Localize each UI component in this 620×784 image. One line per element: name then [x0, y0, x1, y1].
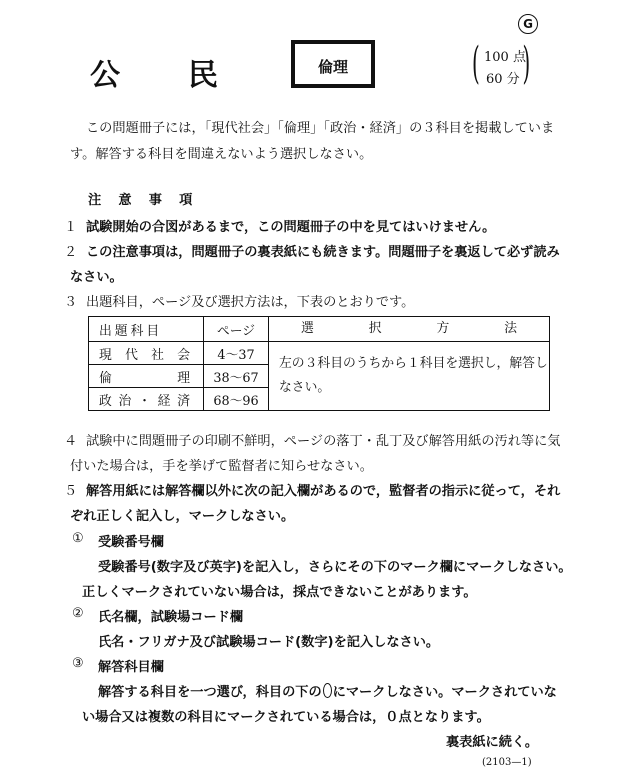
sub-3-line-1: 解答する科目を一つ選び，科目の下の にマークしなさい。マークされていな: [98, 685, 557, 700]
note-5-text-2: ぞれ正しく記入し，マークしなさい。: [70, 509, 295, 524]
sub-2-line-1: 氏名・フリガナ及び試験場コード(数字)を記入しなさい。: [98, 635, 440, 650]
notes-heading: 注 意 事 項: [88, 193, 195, 208]
note-1-text: 試験開始の合図があるまで，この問題冊子の中を見てはいけません。: [86, 220, 496, 235]
note-1-number: １: [64, 220, 78, 235]
row-3-subject: 政 治 ・ 経 済: [89, 388, 204, 411]
header-method: 選 択 方 法: [269, 317, 550, 342]
sub-1-title: 受験番号欄: [98, 535, 164, 550]
intro-line-1: この問題冊子には，「現代社会」「倫理」「政治・経済」の３科目を掲載していま: [86, 121, 555, 136]
sub-3-mark: ③: [72, 656, 84, 671]
method-text: 左の３科目のうちから１科目を選択し，解答しなさい。: [279, 356, 548, 395]
note-5-text-1: 解答用紙には解答欄以外に次の記入欄があるので，監督者の指示に従って，それ: [86, 484, 561, 499]
note-2-text-2: なさい。: [70, 270, 123, 285]
sub-1-line-1: 受験番号(数字及び英字)を記入し，さらにその下のマーク欄にマークしなさい。: [98, 560, 572, 575]
subject-char-2: 民: [188, 58, 220, 93]
row-1-pages: 4〜37: [204, 342, 269, 365]
score-points: 100 点: [484, 50, 526, 65]
row-1-subject: 現 代 社 会: [89, 342, 204, 365]
paren-left: (: [472, 38, 480, 89]
sub-3-line-2: い場合又は複数の科目にマークされている場合は，０点となります。: [82, 710, 490, 725]
subject-table: [88, 316, 550, 411]
score-time-block: [472, 38, 530, 90]
note-3-number: ３: [64, 295, 78, 310]
note-4-text-2: 付いた場合は，手を挙げて監督者に知らせなさい。: [70, 459, 373, 474]
continued-note: 裏表紙に続く。: [446, 735, 539, 750]
score-minutes: 60 分: [486, 72, 520, 87]
note-2-text-1: この注意事項は，問題冊子の裏表紙にも続きます。問題冊子を裏返して必ず読み: [86, 245, 560, 260]
sub-1-line-2: 正しくマークされていない場合は，採点できないことがあります。: [82, 585, 477, 600]
intro-line-2: す。解答する科目を間違えないよう選択しなさい。: [70, 147, 373, 162]
note-4-number: ４: [64, 434, 78, 449]
note-4-text-1: 試験中に問題冊子の印刷不鮮明，ページの落丁・乱丁及び解答用紙の汚れ等に気: [86, 434, 561, 449]
note-2-number: ２: [64, 245, 78, 260]
header-page: ページ: [204, 317, 269, 342]
page-code: (2103—1): [482, 757, 532, 768]
sub-2-title: 氏名欄，試験場コード欄: [98, 610, 244, 625]
sub-3-title: 解答科目欄: [98, 660, 164, 675]
subject-box-label: 倫理: [317, 58, 348, 76]
row-2-subject: 倫 理: [89, 365, 204, 388]
table-header-row: [89, 317, 550, 342]
note-3-text: 出題科目，ページ及び選択方法は，下表のとおりです。: [86, 295, 415, 310]
mark-oval-icon: [323, 683, 332, 698]
method-cell: [269, 342, 550, 411]
subject-char-1: 公: [90, 58, 122, 93]
sub-1-mark: ①: [72, 531, 84, 546]
row-3-pages: 68〜96: [204, 388, 269, 411]
subject-title: [90, 50, 220, 94]
row-2-pages: 38〜67: [204, 365, 269, 388]
paren-right: ): [522, 38, 530, 89]
header-subject: 出題科目: [89, 317, 204, 342]
note-5-number: ５: [64, 484, 78, 499]
sub-2-mark: ②: [72, 606, 84, 621]
corner-g-mark: G: [518, 14, 538, 34]
table-row: [89, 342, 550, 365]
subject-box: [291, 40, 375, 88]
